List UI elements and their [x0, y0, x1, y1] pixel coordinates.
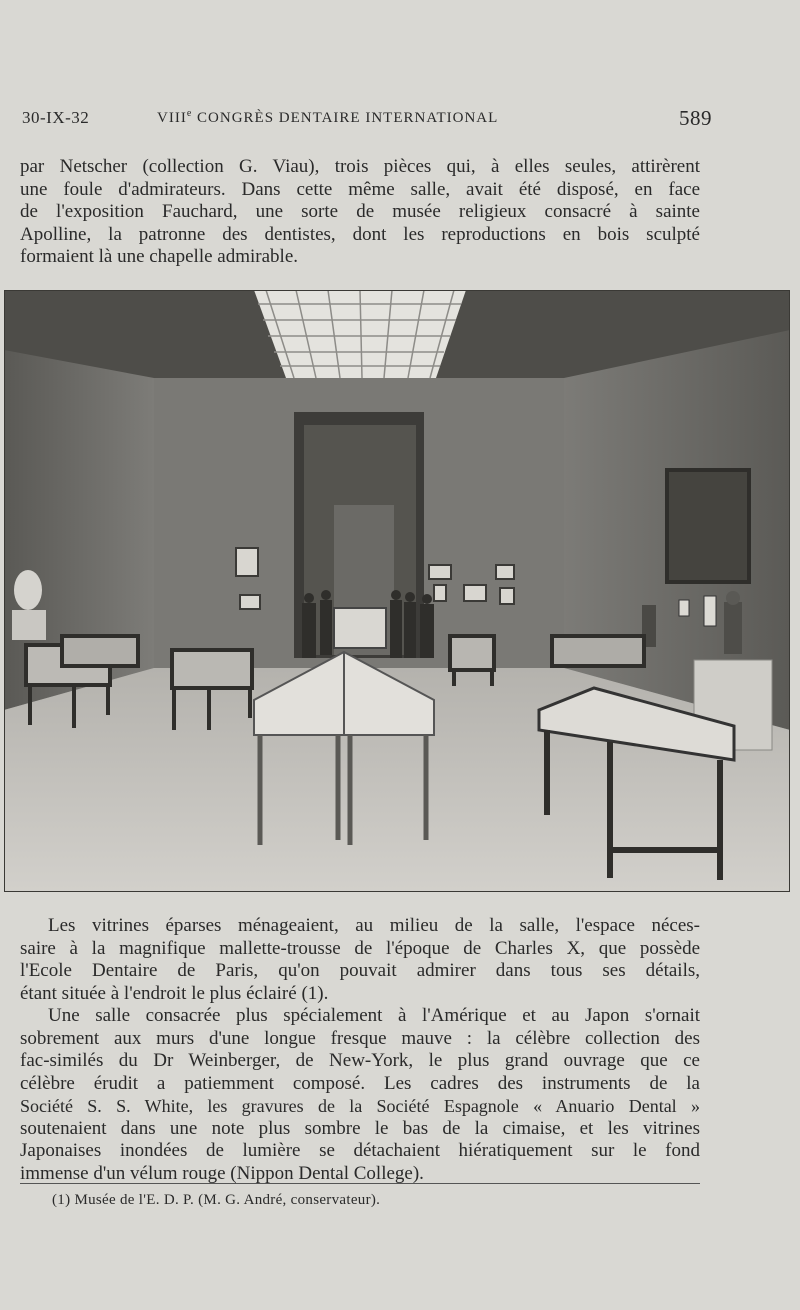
footnote: (1) Musée de l'E. D. P. (M. G. André, conservateur). — [52, 1192, 381, 1208]
text-line: fac-similés du Dr Weinberger, de New-York, le plus grand ouvrage que ce — [20, 1050, 700, 1071]
text-line: célèbre érudit a patiemment composé. Les cadres des instruments de la — [20, 1072, 700, 1094]
text-line: saire à la magnifique mallette-trousse de l'époque de Charles X, que possède — [20, 937, 700, 959]
text-line: Les vitrines éparses ménageaient, au milieu de la salle, l'espace néces- — [48, 915, 700, 936]
footnote-rule — [20, 1183, 700, 1184]
text-line: Société S. S. White, les gravures de la Société Espagnole « Anuario Dental » — [20, 1096, 700, 1116]
text-line: étant située à l'endroit le plus éclairé (1). — [20, 982, 329, 1004]
header-date: 30-IX-32 — [22, 108, 90, 127]
header-title: VIIIe CONGRÈS DENTAIRE INTERNATIONAL — [157, 108, 499, 126]
text-line: de l'exposition Fauchard, une sorte de musée religieux consacré à sainte — [20, 201, 700, 222]
body-text — [20, 915, 700, 1185]
text-line: sobrement aux murs d'une longue fresque mauve : la célèbre collection des — [20, 1027, 700, 1049]
text-line: l'Ecole Dentaire de Paris, qu'on pouvait admirer dans tous ses détails, — [20, 960, 700, 981]
text-line: Apolline, la patronne des dentistes, dont les reproductions en bois sculpté — [20, 223, 700, 245]
paragraph-1 — [20, 915, 700, 1005]
text-line: une foule d'admirateurs. Dans cette même salle, avait été disposé, en face — [20, 178, 700, 200]
photo-illustration — [4, 290, 790, 892]
top-paragraph — [20, 156, 700, 269]
running-header — [22, 106, 712, 134]
text-line: soutenaient dans une note plus sombre le bas de la cimaise, et les vitrines — [20, 1117, 700, 1139]
page-number: 589 — [679, 106, 712, 130]
text-line: Une salle consacrée plus spécialement à l'Amérique et au Japon s'ornait — [48, 1005, 700, 1026]
text-line: formaient là une chapelle admirable. — [20, 246, 299, 267]
paragraph-2 — [20, 1005, 700, 1185]
text-line: immense d'un vélum rouge (Nippon Dental College). — [20, 1162, 424, 1184]
text-line: Japonaises inondées de lumière se détachaient hiératiquement sur le fond — [20, 1140, 700, 1161]
exhibition-hall-photo — [4, 290, 790, 892]
text-line: par Netscher (collection G. Viau), trois pièces qui, à elles seules, attirèrent — [20, 156, 700, 177]
